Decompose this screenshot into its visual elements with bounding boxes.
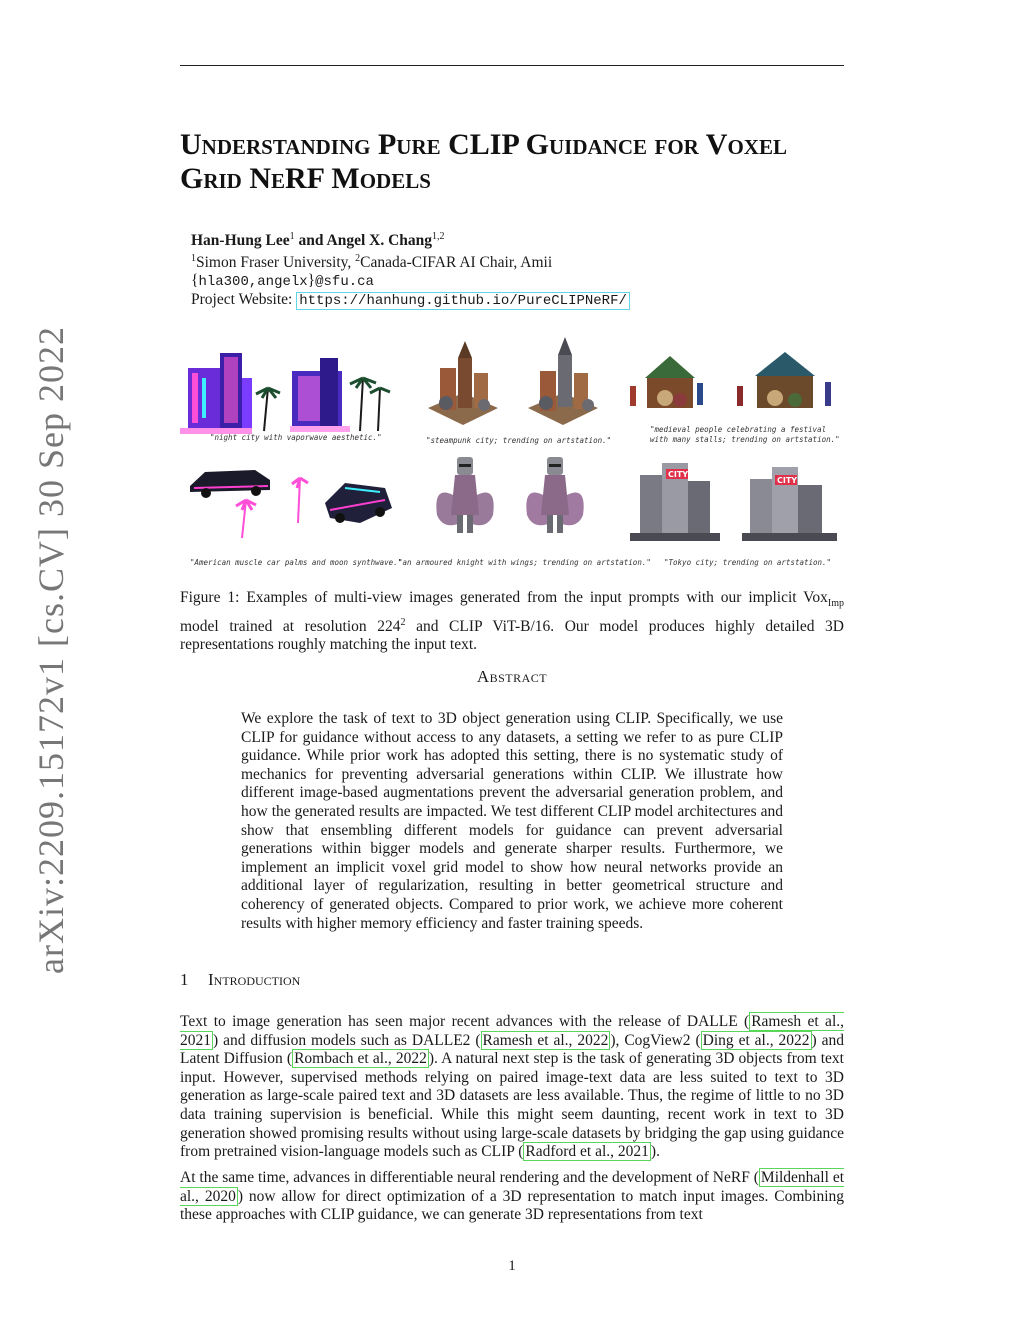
arxiv-stamp: arXiv:2209.15172v1 [cs.CV] 30 Sep 2022 xyxy=(31,326,71,974)
author-block xyxy=(191,228,630,310)
paper-title: Understanding Pure CLIP Guidance for Voxel Grid NeRF Models xyxy=(180,128,787,195)
prompt-medieval-line2: with many stalls; trending on artstation." xyxy=(650,435,840,444)
prompt-medieval-line1: "medieval people celebrating a festival xyxy=(650,425,827,434)
affiliations: $^1$Simon Fraser University, $^2$Canada-CIFAR AI Chair, Amii xyxy=(191,253,553,272)
image-muscle-car xyxy=(180,448,395,548)
intro-paragraph-1: Text to image generation has seen major recent advances with the release of DALLE ( Ramesh et al., 2021 ) and diffusion models such as DALLE2 ( Ramesh et al., 2022 ), CogView2 ( Ding et al., 2022 ) and Latent Diffusion ( Rombach et al., 2022 ). A natural next step is the task of generating 3D objects from text input. However, supervised methods relying on paired image-text data are less suited to text to 3D generation as large-scale paired text and 3D datasets are less available. Thus, the regime of little to no 3D data training supervision is beneficial. While this might seem daunting, recent work in text to 3D generation showed promising results without using large-scale datasets by bridging the gap using guidance from pretrained vision-language models such as CLIP ( Radford et al., 2021 ). xyxy=(180,1013,845,1161)
image-steampunk-city xyxy=(418,333,608,438)
project-website-link[interactable]: https://hanhung.github.io/PureCLIPNeRF/ xyxy=(296,292,630,310)
citation-link[interactable]: Ramesh et al., 2021 xyxy=(180,1013,844,1049)
citation-link[interactable]: Mildenhall et al., 2020 xyxy=(180,1169,845,1205)
prompt-muscle-car: "American muscle car palms and moon synthwave." xyxy=(190,558,403,567)
section-heading-introduction xyxy=(180,970,300,990)
abstract-heading: Abstract xyxy=(476,667,548,686)
image-medieval-festival xyxy=(625,338,845,423)
tokyo-sign-right: CITY xyxy=(777,476,798,485)
prompt-steampunk-city: "steampunk city; trending on artstation." xyxy=(426,436,612,445)
image-armoured-knight xyxy=(425,445,600,545)
citation-link[interactable]: Ramesh et al., 2022 xyxy=(482,1031,609,1049)
prompt-tokyo-city: "Tokyo city; trending on artstation." xyxy=(664,558,832,567)
citation-link[interactable]: Radford et al., 2021 xyxy=(525,1143,649,1161)
author-names: Han-Hung Lee$^1$ and Angel X. Chang$^{1,2}$ xyxy=(191,231,445,250)
figure-1 xyxy=(180,333,844,573)
author-emails: {hla300,angelx}@sfu.ca xyxy=(191,272,374,291)
prompt-armoured-knight: "an armoured knight with wings; trending on artstation." xyxy=(398,558,651,567)
abstract-text: We explore the task of text to 3D object generation using CLIP. Specifically, we use CLIP for guidance without access to any datasets, a setting we refer to as pure CLIP guidance. While prior work has adopted this setting, there is no systematic study of mechanics for preventing adversarial generations within CLIP. We illustrate how different image-based augmentations prevent the adversarial generation problem, and how the generated results are impacted. We test different CLIP model architectures and show that ensembling different models for guidance can prevent adversarial generations within bigger models and generate sharper results. Furthermore, we implement an implicit voxel grid model to show how neural networks provide an additional layer of regularization, resulting in better geometrical structure and coherency of generated objects. Compared to prior work, we achieve more coherent results with higher memory efficiency and faster training speeds. xyxy=(241,710,783,932)
author-2: Angel X. Chang xyxy=(326,232,433,250)
section-number: 1 xyxy=(180,970,189,989)
prompt-night-city: "night city with vaporwave aesthetic." xyxy=(210,433,382,442)
intro-paragraph-2: At the same time, advances in differentiable neural rendering and the development of NeRF ( Mildenhall et al., 2020 ) now allow for direct optimization of a 3D representation to match input images. Combining these approaches with CLIP guidance, we can generate 3D representations from text xyxy=(180,1169,845,1224)
project-website: Project Website: https://hanhung.github.io/PureCLIPNeRF/ xyxy=(191,291,630,310)
author-1: Han-Hung Lee xyxy=(191,232,290,250)
figure-caption: Figure 1: Examples of multi-view images generated from the input prompts with our implicit Vox$_{Imp}$ model trained at resolution $224^2$ and CLIP ViT-B/16. Our model produces highly detailed 3D representations roughly matching the input text. xyxy=(180,589,844,654)
citation-link[interactable]: Ding et al., 2022 xyxy=(702,1031,810,1049)
tokyo-sign-left: CITY xyxy=(668,470,689,479)
citation-link[interactable]: Rombach et al., 2022 xyxy=(294,1050,427,1068)
image-night-city xyxy=(180,343,395,438)
top-rule xyxy=(180,65,844,66)
image-tokyo-city xyxy=(630,445,845,550)
section-title: Introduction xyxy=(208,970,301,989)
page-number: 1 xyxy=(508,1258,516,1274)
